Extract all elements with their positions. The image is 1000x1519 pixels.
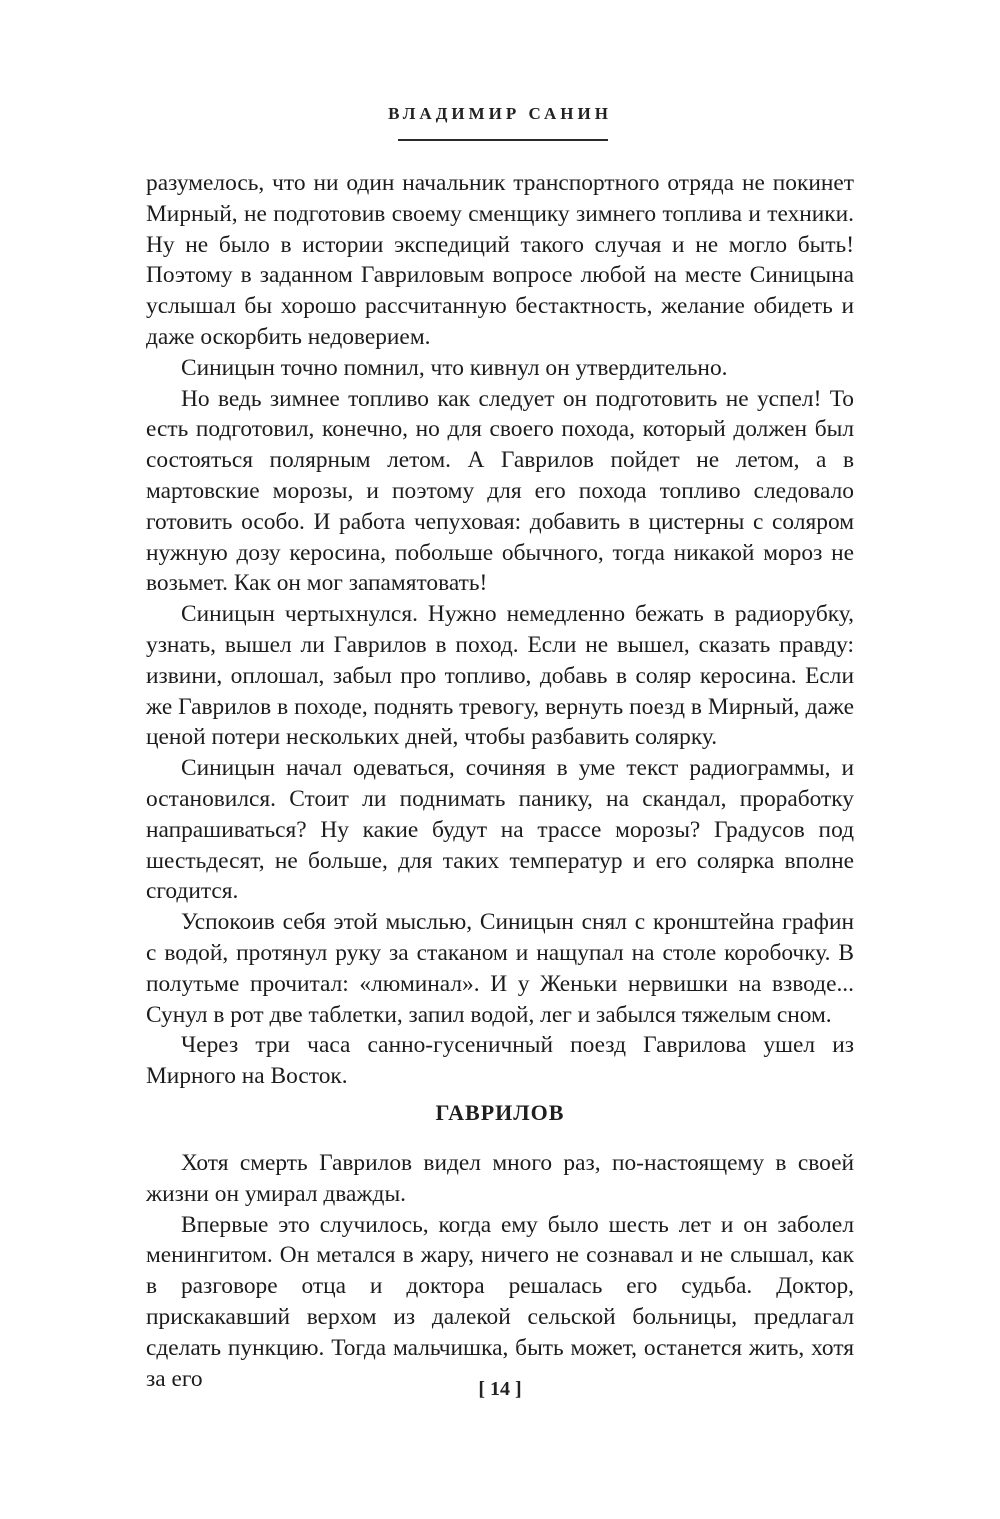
paragraph: Успокоив себя этой мыслью, Синицын снял с кронштейна графин с водой, протянул руку за стаканом и нащупал на столе коробочку. В полутьме прочитал: «люминал». И у Женьки нервишки на взводе... Сунул в рот две таблетки, запил водой, лег и забылся тяжелым сном. bbox=[146, 909, 854, 1028]
paragraph: Хотя смерть Гаврилов видел много раз, по-настоящему в своей жизни он умирал дважды. bbox=[146, 1150, 854, 1207]
chapter-heading: ГАВРИЛОВ bbox=[435, 1100, 565, 1125]
paragraph: Синицын начал одеваться, сочиняя в уме текст радиограммы, и остановился. Стоит ли поднимать панику, на скандал, проработку напрашиваться? Ну какие будут на трассе морозы? Градусов под шестьдесят, не больше, для таких температур и его солярка вполне сгодится. bbox=[146, 755, 854, 905]
paragraph: Синицын точно помнил, что кивнул он утвердительно. bbox=[181, 354, 728, 381]
paragraph: Синицын чертыхнулся. Нужно немедленно бежать в радиорубку, узнать, вышел ли Гаврилов в поход. Если не вышел, сказать правду: извини, оплошал, забыл про топливо, добавь в соляр керосина. Если же Гаврилов в походе, поднять тревогу, вернуть поезд в Мирный, даже ценой потери нескольких дней, чтобы разбавить солярку. bbox=[146, 601, 854, 751]
chapter-text bbox=[146, 1148, 854, 1394]
header-rule bbox=[398, 139, 608, 141]
section-text bbox=[146, 168, 854, 1092]
paragraph: Через три часа санно-гусеничный поезд Гаврилова ушел из Мирного на Восток. bbox=[146, 1032, 854, 1090]
paragraph: Впервые это случилось, когда ему было шесть лет и он заболел менингитом. Он метался в жару, ничего не сознавал и не слышал, как в разговоре отца и доктора решалась его судьба. Доктор, прискакавший верхом из далекой сельской больницы, предлагал сделать пункцию. Тогда мальчишка, быть может, останется жить, хотя за его bbox=[146, 1211, 854, 1392]
paragraph: Но ведь зимнее топливо как следует он подготовить не успел! То есть подготовил, конечно, но для своего похода, который должен был состояться полярным летом. А Гаврилов пойдет не летом, а в мартовские морозы, и поэтому для его похода топливо следовало готовить особо. И работа чепуховая: добавить в цистерны с соляром нужную дозу керосина, побольше обычного, тогда никакой мороз не возьмет. Как он мог запамятовать! bbox=[146, 385, 854, 597]
paragraph: разумелось, что ни один начальник транспортного отряда не покинет Мирный, не подготовив своему сменщику зимнего топлива и техники. Ну не было в истории экспедиций такого случая и не могло быть! Поэтому в заданном Гавриловым вопросе любой на месте Синицына услышал бы хорошо рассчитанную бестактность, желание обидеть и даже оскорбить недоверием. bbox=[146, 170, 854, 350]
page-number: [ 14 ] bbox=[478, 1378, 522, 1400]
running-head-title: ВЛАДИМИР САНИН bbox=[388, 104, 612, 123]
